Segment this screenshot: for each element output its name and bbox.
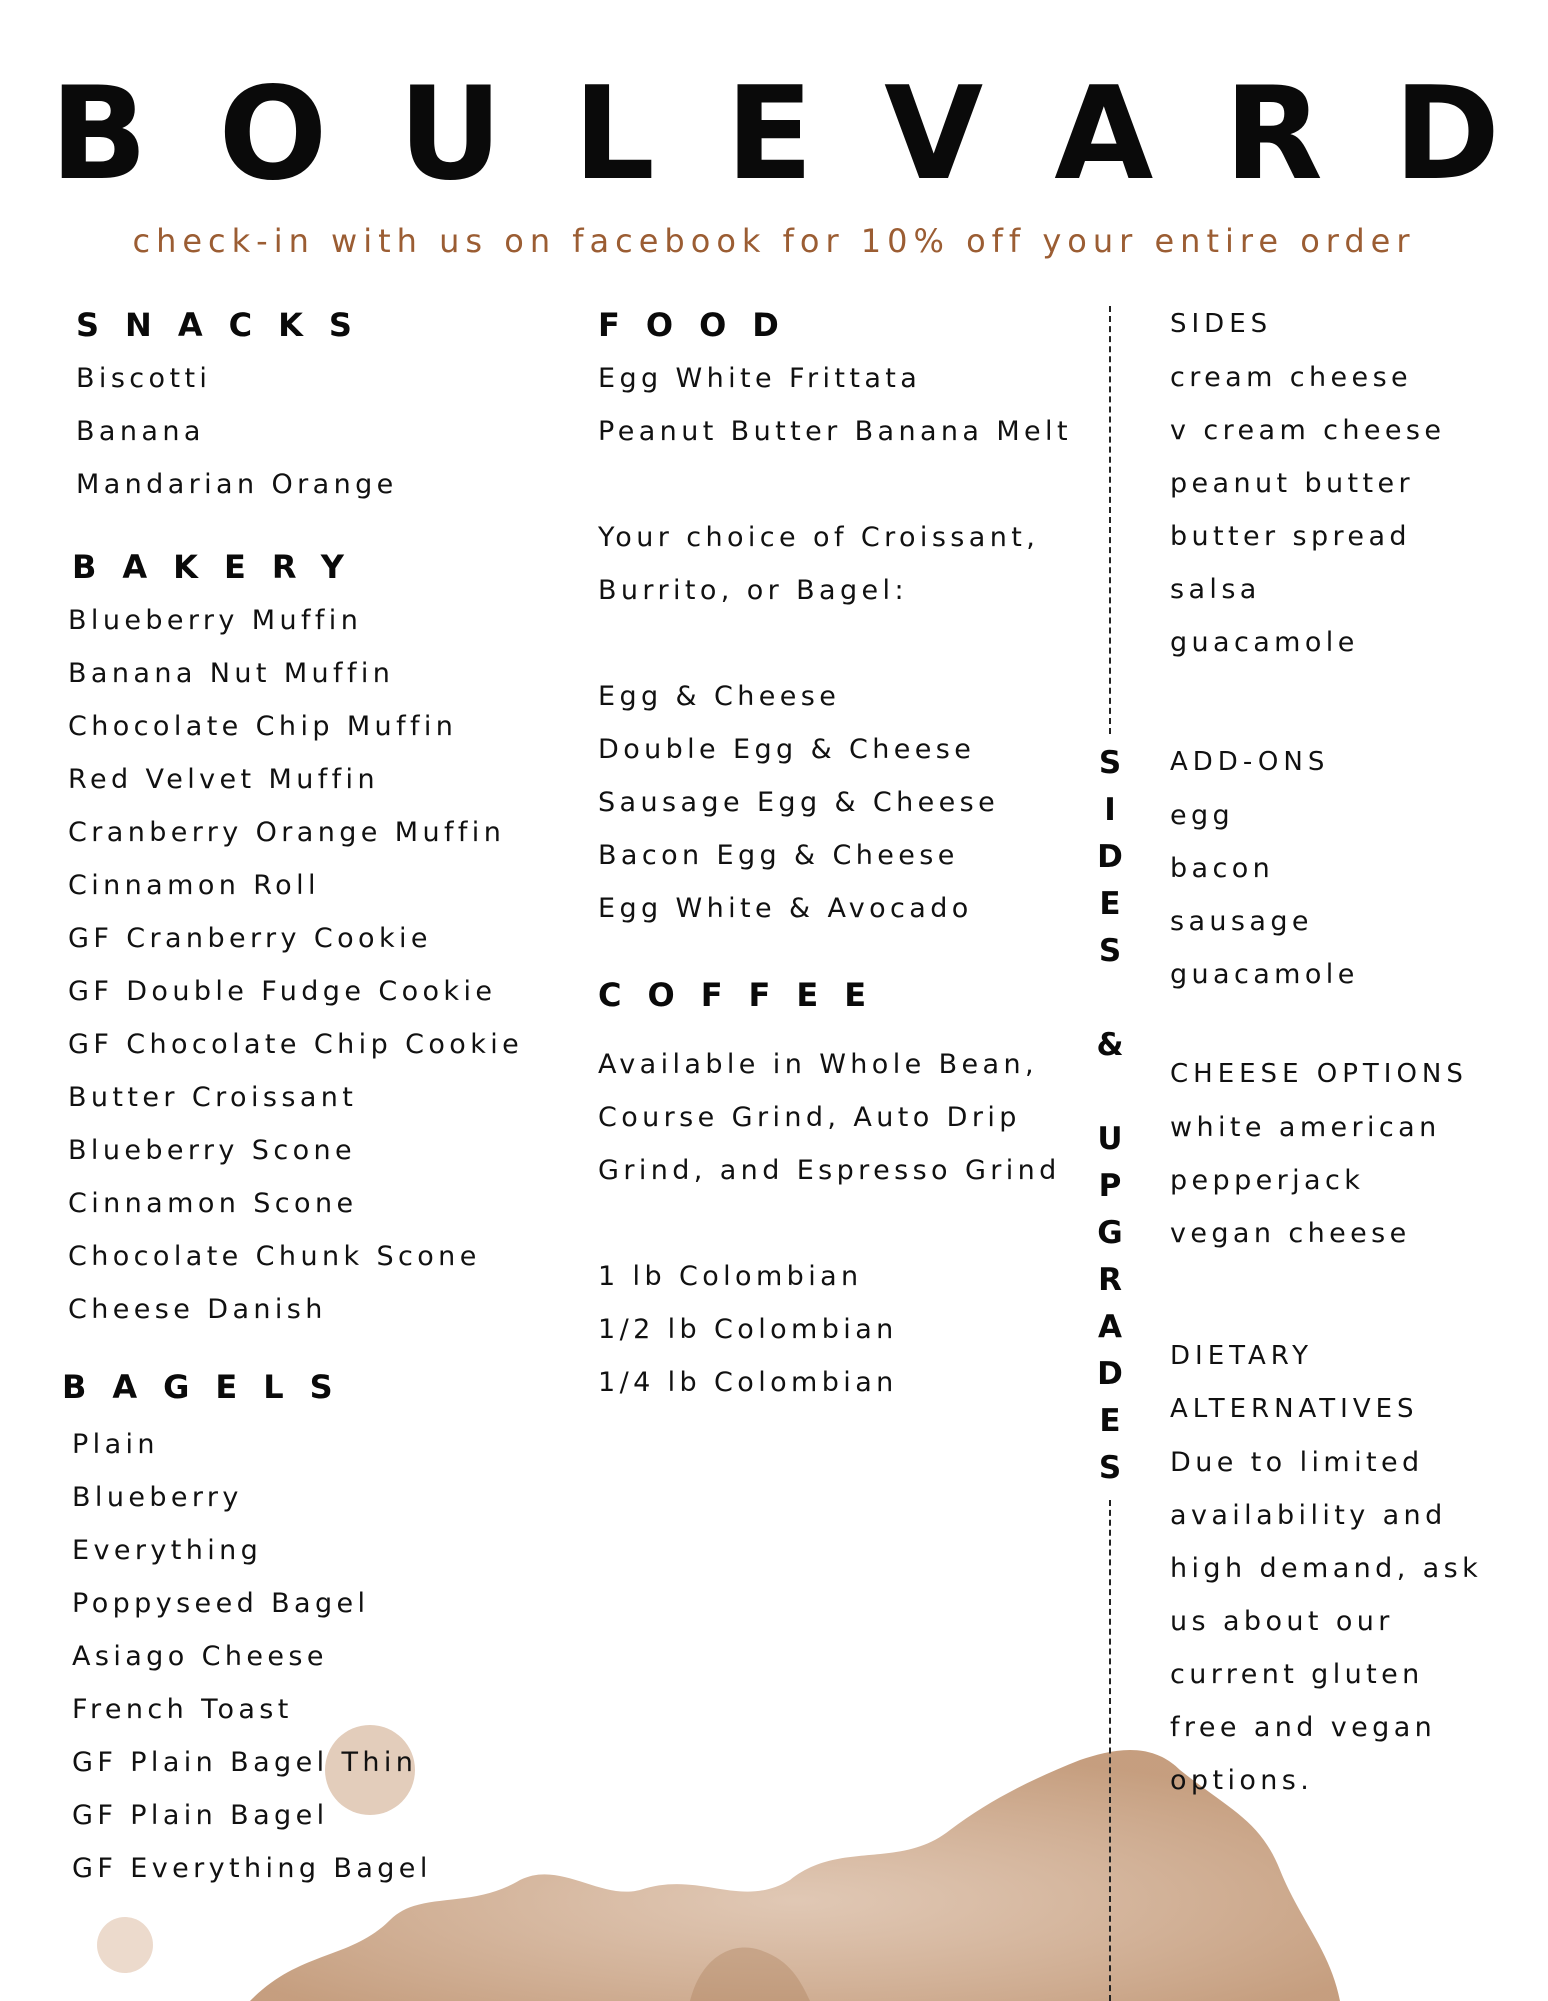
list-item: Chocolate Chunk Scone: [68, 1241, 481, 1272]
dietary-text-line: free and vegan: [1170, 1712, 1437, 1743]
list-item: peanut butter: [1170, 468, 1415, 499]
list-item: bacon: [1170, 853, 1275, 884]
vertical-letter: [1090, 1069, 1130, 1116]
list-item: vegan cheese: [1170, 1218, 1411, 1249]
list-item: Poppyseed Bagel: [72, 1588, 370, 1619]
bakery-heading: BAKERY: [72, 548, 370, 586]
sides-heading: SIDES: [1170, 309, 1273, 339]
title-letter: L: [573, 60, 655, 209]
list-item: Everything: [72, 1535, 263, 1566]
addons-heading: ADD-ONS: [1170, 747, 1330, 777]
list-item: Bacon Egg & Cheese: [598, 840, 959, 871]
cheese-options-list: [1170, 1048, 1468, 1260]
logo-wordmark: [50, 60, 1500, 209]
list-item: 1 lb Colombian: [598, 1261, 863, 1292]
snacks-heading: SNACKS: [76, 306, 378, 344]
list-item: guacamole: [1170, 959, 1359, 990]
addons-list: [1170, 736, 1359, 1001]
dietary-text-line: high demand, ask: [1170, 1553, 1483, 1584]
list-item: salsa: [1170, 574, 1261, 605]
food-heading: FOOD: [598, 306, 805, 344]
list-item: Cinnamon Roll: [68, 870, 320, 901]
list-item: Plain: [72, 1429, 159, 1460]
list-item: French Toast: [72, 1694, 293, 1725]
dietary-text-line: Due to limited: [1170, 1447, 1424, 1478]
list-item: butter spread: [1170, 521, 1411, 552]
list-item: Cranberry Orange Muffin: [68, 817, 506, 848]
title-letter: R: [1224, 60, 1323, 209]
list-item: GF Everything Bagel: [72, 1853, 432, 1884]
title-letter: O: [218, 60, 328, 209]
coffee-note-line: Grind, and Espresso Grind: [598, 1155, 1061, 1186]
list-item: GF Plain Bagel Thin: [72, 1747, 418, 1778]
list-item: pepperjack: [1170, 1165, 1365, 1196]
list-item: sausage: [1170, 906, 1313, 937]
list-item: white american: [1170, 1112, 1441, 1143]
snacks-list: [76, 352, 398, 511]
list-item: Banana: [76, 416, 205, 447]
vertical-letter: E: [1099, 1403, 1121, 1439]
list-item: Blueberry: [72, 1482, 243, 1513]
list-item: GF Chocolate Chip Cookie: [68, 1029, 524, 1060]
list-item: Cinnamon Scone: [68, 1188, 358, 1219]
bakery-list: [68, 594, 523, 1336]
vertical-letter: R: [1098, 1262, 1122, 1298]
list-item: egg: [1170, 800, 1235, 831]
dietary-text-line: options.: [1170, 1765, 1314, 1796]
divider-line: [1109, 306, 1111, 734]
dietary-heading: ALTERNATIVES: [1170, 1394, 1419, 1424]
list-item: Sausage Egg & Cheese: [598, 787, 1000, 818]
coffee-heading: COFFEE: [598, 976, 893, 1014]
title-letter: V: [884, 60, 984, 209]
list-item: GF Double Fudge Cookie: [68, 976, 497, 1007]
bagels-list: [72, 1418, 432, 1895]
title-letter: D: [1393, 60, 1500, 209]
list-item: Egg White & Avocado: [598, 893, 973, 924]
list-item: Biscotti: [76, 363, 212, 394]
vertical-letter: D: [1097, 839, 1123, 875]
divider-line: [1109, 1500, 1111, 2001]
list-item: Egg White Frittata: [598, 363, 922, 394]
dietary-text-line: current gluten: [1170, 1659, 1424, 1690]
vertical-letter: E: [1099, 886, 1121, 922]
dietary-text-line: availability and: [1170, 1500, 1447, 1531]
choice-note-line: Burrito, or Bagel:: [598, 575, 908, 606]
list-item: Blueberry Scone: [68, 1135, 357, 1166]
list-item: guacamole: [1170, 627, 1359, 658]
list-item: Mandarian Orange: [76, 469, 398, 500]
list-item: 1/4 lb Colombian: [598, 1367, 898, 1398]
list-item: GF Cranberry Cookie: [68, 923, 432, 954]
sides-list: [1170, 298, 1445, 669]
list-item: Cheese Danish: [68, 1294, 327, 1325]
list-item: Asiago Cheese: [72, 1641, 328, 1672]
list-item: Egg & Cheese: [598, 681, 841, 712]
cheese-options-heading: CHEESE OPTIONS: [1170, 1059, 1468, 1089]
title-letter: U: [398, 60, 503, 209]
vertical-letter: &: [1096, 1027, 1124, 1063]
title-letter: B: [50, 60, 148, 209]
list-item: Banana Nut Muffin: [68, 658, 395, 689]
vertical-letter: S: [1098, 933, 1122, 969]
list-item: GF Plain Bagel: [72, 1800, 329, 1831]
choice-note-line: Your choice of Croissant,: [598, 522, 1040, 553]
vertical-letter: U: [1097, 1121, 1123, 1157]
title-letter: A: [1054, 60, 1154, 209]
vertical-letter: P: [1098, 1168, 1122, 1204]
list-item: Butter Croissant: [68, 1082, 358, 1113]
vertical-letter: D: [1097, 1356, 1123, 1392]
vertical-letter: [1090, 975, 1130, 1022]
coffee-list: [598, 1038, 1061, 1409]
sides-upgrades-vertical-label: [1090, 740, 1130, 1492]
title-letter: E: [725, 60, 814, 209]
vertical-letter: A: [1098, 1309, 1122, 1345]
list-item: Double Egg & Cheese: [598, 734, 976, 765]
list-item: Red Velvet Muffin: [68, 764, 379, 795]
vertical-letter: S: [1098, 1450, 1122, 1486]
list-item: v cream cheese: [1170, 415, 1446, 446]
food-list: [598, 352, 1072, 935]
dietary-text-line: us about our: [1170, 1606, 1394, 1637]
list-item: 1/2 lb Colombian: [598, 1314, 898, 1345]
coffee-note-line: Available in Whole Bean,: [598, 1049, 1038, 1080]
list-item: Chocolate Chip Muffin: [68, 711, 458, 742]
coffee-note-line: Course Grind, Auto Drip: [598, 1102, 1021, 1133]
vertical-letter: G: [1097, 1215, 1123, 1251]
vertical-letter: S: [1098, 745, 1122, 781]
promo-text: check-in with us on facebook for 10% off your entire order: [132, 222, 1416, 260]
list-item: Peanut Butter Banana Melt: [598, 416, 1072, 447]
vertical-letter: I: [1104, 792, 1116, 828]
list-item: Blueberry Muffin: [68, 605, 363, 636]
bagels-heading: BAGELS: [62, 1368, 359, 1406]
dietary-alternatives-block: [1170, 1330, 1482, 1807]
dietary-heading: DIETARY: [1170, 1341, 1314, 1371]
list-item: cream cheese: [1170, 362, 1413, 393]
